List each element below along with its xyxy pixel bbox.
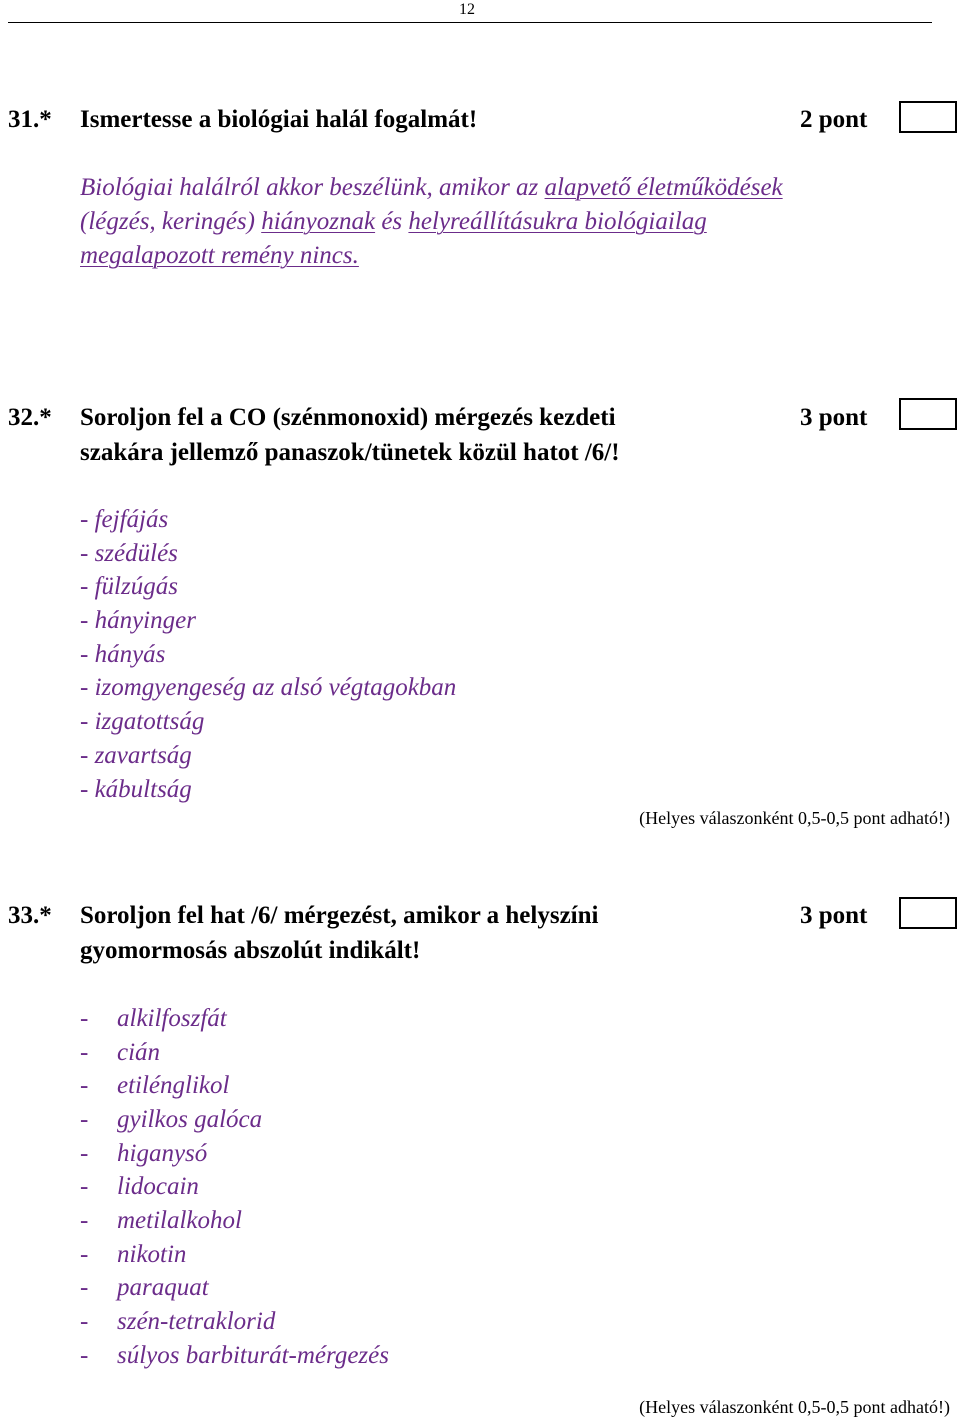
answer-keyword: alapvető életműködések — [544, 174, 783, 201]
answer-item: - hányinger — [80, 607, 196, 634]
answer-line — [80, 239, 359, 273]
answer-item: - fülzúgás — [80, 573, 178, 600]
score-box — [899, 398, 957, 430]
question-number: 31.* — [8, 106, 52, 133]
answer-text: metilalkohol — [117, 1207, 242, 1234]
answer-item: - kábultság — [80, 776, 192, 803]
answer-text: súlyos barbiturát-mérgezés — [117, 1342, 389, 1369]
answer-item — [80, 1137, 207, 1171]
score-box — [899, 897, 957, 929]
answer-text: és — [375, 208, 409, 235]
answer-item — [80, 1339, 389, 1373]
list-dash: - — [80, 1173, 89, 1200]
list-dash: - — [80, 1072, 89, 1099]
answer-item: - hányás — [80, 641, 166, 668]
question-number: 33.* — [8, 902, 52, 929]
answer-text: szén-tetraklorid — [117, 1308, 276, 1335]
list-dash: - — [80, 1106, 89, 1133]
list-dash: - — [80, 1308, 89, 1335]
answer-text: higanysó — [117, 1140, 208, 1167]
question-number: 32.* — [8, 404, 52, 431]
score-box — [899, 101, 957, 133]
question-text: Soroljon fel hat /6/ mérgezést, amikor a helyszíni — [80, 902, 599, 929]
answer-keyword: helyreállításukra biológiailag — [408, 208, 707, 235]
answer-item: - szédülés — [80, 540, 178, 567]
answer-item — [80, 1002, 227, 1036]
list-dash: - — [80, 1005, 89, 1032]
answer-item — [80, 1305, 275, 1339]
scoring-note: (Helyes válaszonként 0,5-0,5 pont adható!) — [639, 808, 950, 828]
answer-item: - izgatottság — [80, 708, 205, 735]
answer-text: etilénglikol — [117, 1072, 230, 1099]
answer-text: (légzés, keringés) — [80, 208, 262, 235]
answer-text: gyilkos galóca — [117, 1106, 263, 1133]
answer-item — [80, 1271, 209, 1305]
answer-item — [80, 1170, 199, 1204]
answer-keyword: megalapozott remény nincs. — [80, 242, 359, 269]
answer-line — [80, 171, 783, 205]
list-dash: - — [80, 1241, 89, 1268]
list-dash: - — [80, 1274, 89, 1301]
answer-text: lidocain — [117, 1173, 199, 1200]
answer-item — [80, 1103, 262, 1137]
answer-text: nikotin — [117, 1241, 187, 1268]
answer-text: Biológiai halálról akkor beszélünk, amikor az — [80, 174, 545, 201]
points-label: 3 pont — [800, 404, 868, 431]
list-dash: - — [80, 1039, 89, 1066]
header-rule — [8, 22, 932, 23]
list-dash: - — [80, 1207, 89, 1234]
points-label: 2 pont — [800, 106, 868, 133]
question-text: Ismertesse a biológiai halál fogalmát! — [80, 106, 478, 133]
answer-line — [80, 205, 707, 239]
question-text: Soroljon fel a CO (szénmonoxid) mérgezés kezdeti — [80, 404, 616, 431]
question-text: gyomormosás abszolút indikált! — [80, 937, 421, 964]
answer-text: paraquat — [117, 1274, 209, 1301]
answer-item — [80, 1238, 186, 1272]
points-label: 3 pont — [800, 902, 868, 929]
list-dash: - — [80, 1342, 89, 1369]
answer-text: cián — [117, 1039, 161, 1066]
list-dash: - — [80, 1140, 89, 1167]
answer-item: - fejfájás — [80, 506, 169, 533]
answer-item: - zavartság — [80, 742, 192, 769]
answer-item — [80, 1069, 229, 1103]
scoring-note: (Helyes válaszonként 0,5-0,5 pont adható!) — [639, 1397, 950, 1417]
answer-item — [80, 1036, 160, 1070]
answer-keyword: hiányoznak — [261, 208, 376, 235]
answer-item: - izomgyengeség az alsó végtagokban — [80, 674, 457, 701]
question-text: szakára jellemző panaszok/tünetek közül hatot /6/! — [80, 439, 620, 466]
answer-text: alkilfoszfát — [117, 1005, 227, 1032]
answer-item — [80, 1204, 242, 1238]
page-number: 12 — [459, 1, 475, 18]
